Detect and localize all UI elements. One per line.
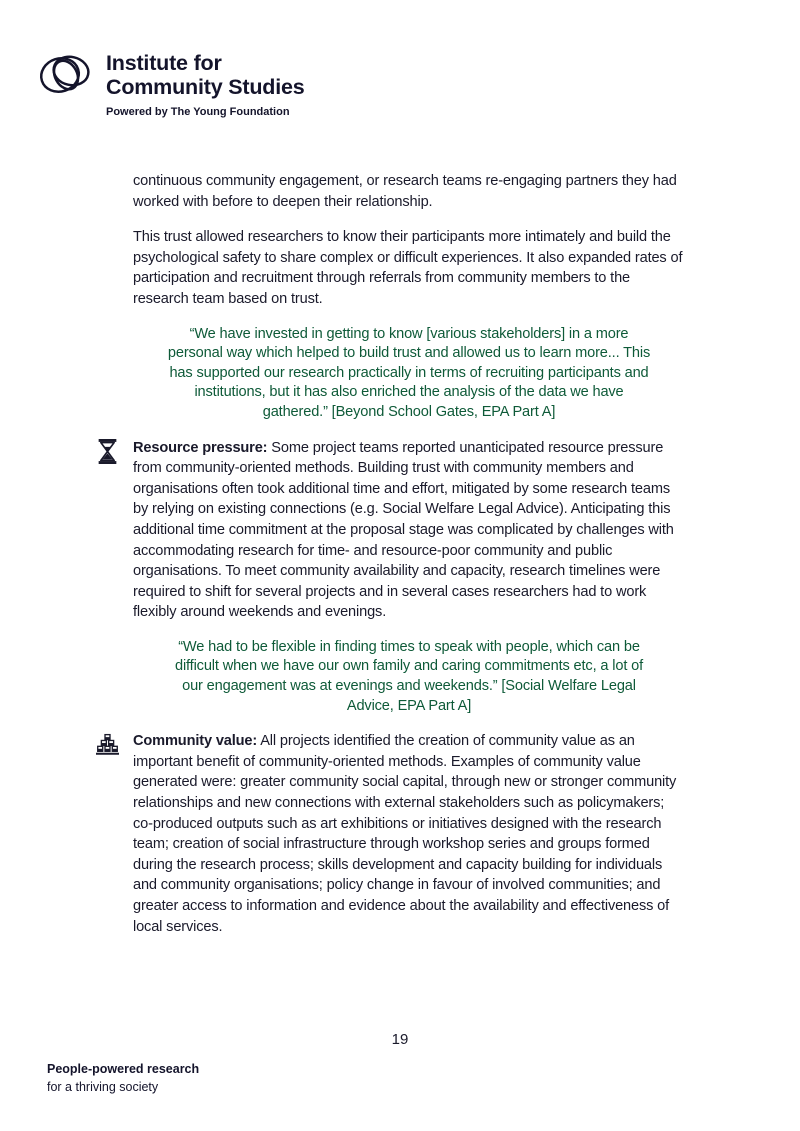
pull-quote-social-welfare: “We had to be flexible in finding times to speak with people, which can be difficult when we have our own family and caring commitments etc, a lot of our engagement was at evenings and weekends.” [Social Welfare Legal Advice, EPA Part A] [174,638,643,714]
paragraph-trust: This trust allowed researchers to know their participants more intimately and build the psychological safety to share complex or difficult experiences. It also expanded rates of participation and recruitment through referrals from community members to the research team based on trust. [133,229,683,307]
bullet-paragraph [133,731,685,937]
footer-tagline-line1: People-powered research [47,1062,200,1076]
bullet-label-community-value: Community value: [133,733,258,750]
bullet-text-resource-pressure: Some project teams reported unanticipated resource pressure from community-oriented methods. Building trust with community members and organisations often took additional time and effort, mitigated by some research teams by relying on existing connections (e.g. Social Welfare Legal Advice). Anticipating this additional time commitment at the proposal stage was complicated by challenges with accommodating research for time- and resource-poor community and public organisations. To meet community availability and capacity, research timelines were required to shift for several projects and in several cases researchers had to work flexibly around weekends and evenings. [133,439,674,621]
community-blocks-icon [96,732,119,757]
hourglass-icon [96,439,119,464]
pull-quote-beyond-school-gates: “We have invested in getting to know [various stakeholders] in a more personal way which helped to build trust and allowed us to learn more... This has supported our research practically in terms of recruiting participants and institutions, but it has also enriched the analysis of the data we have gathered.” [Beyond School Gates, EPA Part A] [167,325,651,420]
bullet-item-resource-pressure [133,438,685,623]
page-number: 19 [391,1031,409,1048]
bullet-label-resource-pressure: Resource pressure: [133,439,268,456]
paragraph-continuation: continuous community engagement, or research teams re-engaging partners they had worked with before to deepen their relationship. [133,173,677,210]
bullet-text-community-value: All projects identified the creation of community value as an important benefit of community-oriented methods. Examples of community value generated were: greater community social capital, through new or stronger community relationships and new connections with external stakeholders such as policymakers; co-produced outputs such as art exhibitions or initiatives designed with the research team; creation of social infrastructure through workshop series and groups formed during the research process; skills development and capacity building for individuals and community organisations; policy change in favour of involved communities; and greater access to information and evidence about the availability and effectiveness of local services. [133,733,677,935]
bullet-item-community-value [133,731,685,937]
document-body [133,171,685,952]
brand-tagline: Powered by The Young Foundation [106,106,290,118]
footer-tagline-line2: for a thriving society [47,1079,159,1094]
org-name-line1: Institute for [106,51,222,75]
page-footer [47,1061,199,1096]
brand-header [36,44,304,118]
brand-text [106,44,304,118]
org-name-line2: Community Studies [106,74,305,99]
ics-logo-mark-icon [36,44,96,104]
bullet-paragraph [133,438,685,623]
